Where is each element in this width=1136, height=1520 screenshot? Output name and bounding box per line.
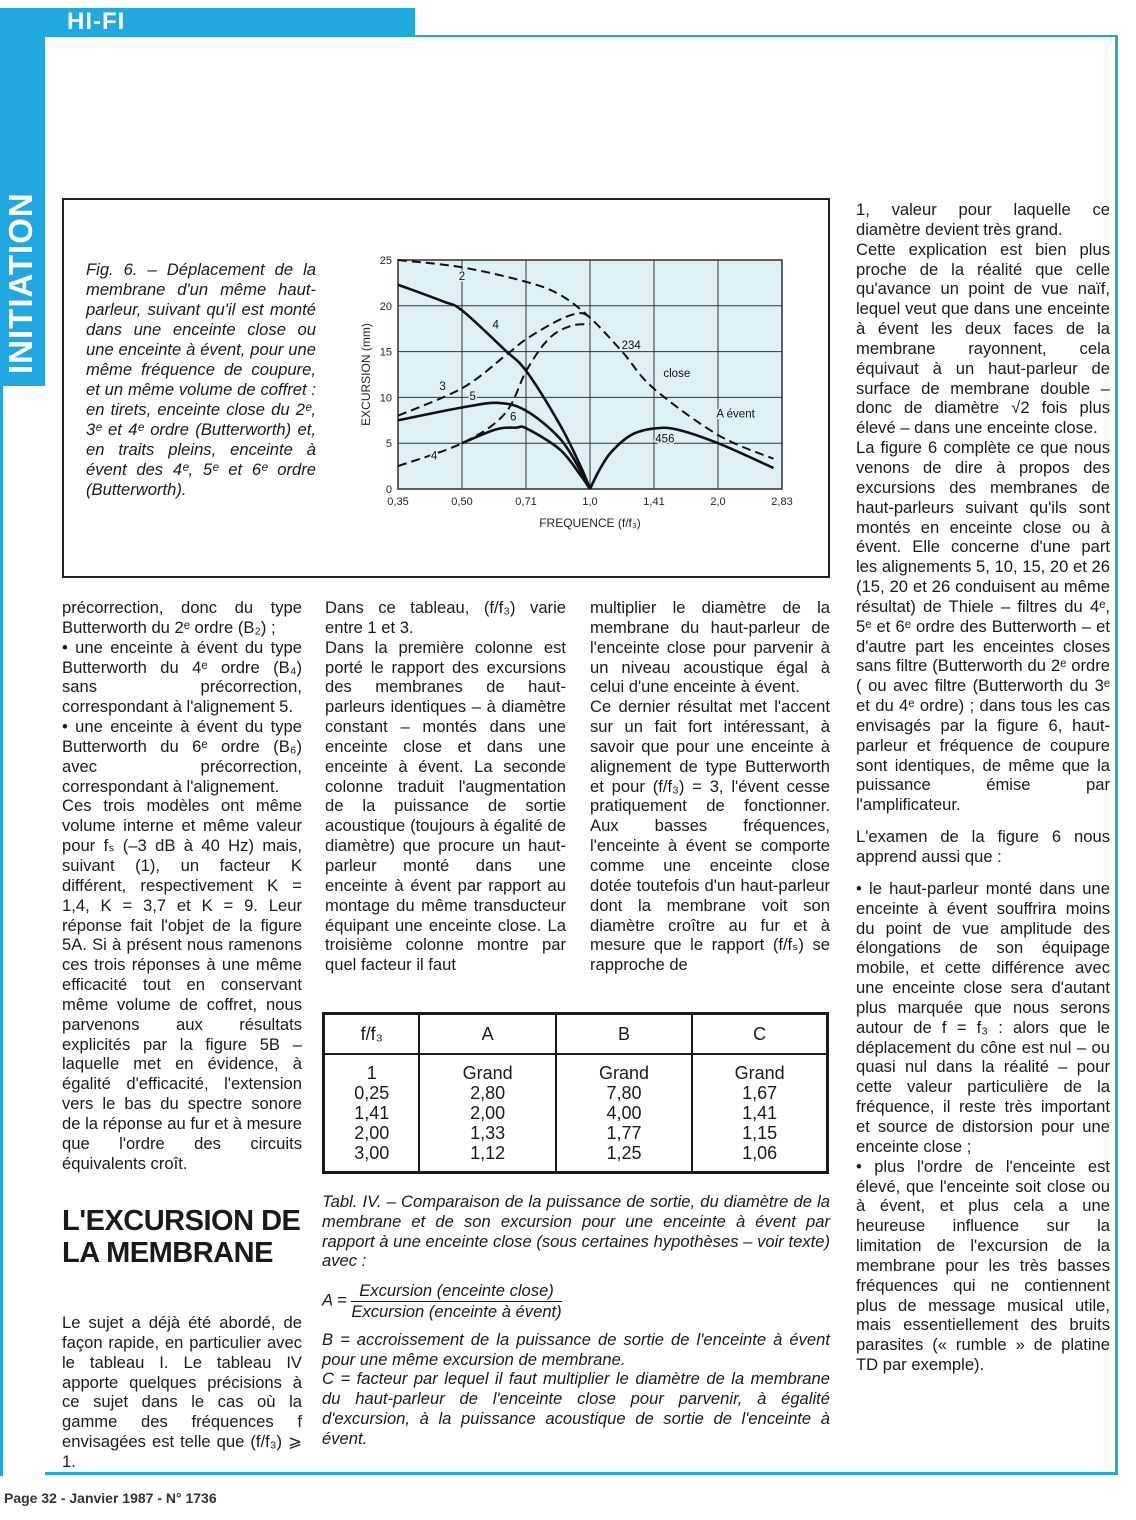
column-b [556,1054,692,1171]
paragraph: Ce dernier résultat met l'accent sur un fait fort intéressant, à savoir que pour une enceinte à alignement de type Butterworth et pour (f/f₃) = 3, l'évent cesse pratiquement de fonctionner. Aux basses fréquences, l'enceinte à évent se comporte comme une enceinte close dotée toutefois d'un haut-parleur dont la membrane voit son diamètre croître au fur et à mesure que le rapport (f/fₛ) se rapproche de [590,697,830,975]
column-a [419,1054,555,1171]
table-cell: 1,33 [470,1123,506,1143]
x-tick-label: 0,35 [387,496,409,508]
paragraph: • une enceinte à évent du type Butterworth du 4ᵉ ordre (B₄) sans précorrection, correspondant à l'alignement 5. [62,637,302,717]
table-cell: 0,25 [354,1083,390,1103]
table-caption [322,1192,830,1449]
paragraph: 1, valeur pour laquelle ce diamètre devient très grand. [856,200,1110,239]
paragraph: multiplier le diamètre de la membrane du haut-parleur de l'enceinte close pour parvenir à un niveau acoustique égal à celui d'une enceinte à évent. [590,598,830,697]
x-tick-label: 0,71 [515,496,537,508]
x-tick-label: 1,0 [582,496,598,508]
paragraph: • plus l'ordre de l'enceinte est élevé, que l'enceinte soit close ou à évent, et plus cela a une heureuse influence sur la limitation de l'excursion de la membrane pour les très basses fréquences qui ne contiennent plus de message musical utile, mais essentiellement des bruits parasites (« rumble » de platine TD par exemple). [856,1156,1110,1375]
fraction [351,1281,561,1322]
denominator: Excursion (enceinte à évent) [351,1301,562,1321]
y-tick-label: 5 [385,438,392,451]
paragraph: précorrection, donc du type Butterworth du 2ᵉ ordre (B₂) ; [62,598,302,637]
curve-label: 456 [655,433,675,446]
curve-label: 234 [621,339,641,352]
section-title: HI-FI [67,8,126,35]
figure-6 [62,198,830,578]
table-body [325,1054,826,1171]
caption-title: Tabl. IV. – Comparaison de la puissance de sortie, du diamètre de la membrane et de son excursion pour une enceinte à évent par rapport à une enceinte close (sous certaines hypothèses – voir texte) avec : [322,1192,830,1271]
y-tick-label: 15 [379,346,392,359]
table-cell: 1 [366,1063,377,1083]
text-column-1 [62,598,302,1173]
column-c [692,1054,826,1171]
left-rule [0,386,3,1476]
curve-label: 6 [510,411,517,424]
curve-label: 5 [469,391,476,404]
curve-label: 3 [439,381,446,394]
table-cell: 4,00 [606,1103,642,1123]
header-cell: A [419,1015,555,1054]
y-tick-label: 0 [385,484,392,496]
table-cell: Grand [462,1063,513,1083]
table-cell: 2,80 [470,1083,506,1103]
paragraph: L'examen de la figure 6 nous apprend aussi que : [856,827,1110,866]
numerator: Excursion (enceinte close) [351,1281,561,1302]
paragraph: Cette explication est bien plus proche de la réalité que celle qu'avance un point de vue naïf, lequel veut que dans une enceinte à évent les deux faces de la membrane rayonnent, cela équivaut à un haut-parleur de surface de membrane double – donc de diamètre √2 fois plus élevé – dans une enceinte close. [856,239,1110,438]
paragraph: • une enceinte à évent du type Butterworth du 6ᵉ ordre (B₆) avec précorrection, correspondant à l'alignement. [62,717,302,796]
table-cell: Grand [599,1063,650,1083]
x-tick-label: 2,0 [710,496,726,508]
side-label: INITIATION [2,192,39,374]
definition-c: C = facteur par lequel il faut multiplier le diamètre de la membrane du haut-parleur de l'enceinte close pour parvenir, à égalité d'excursion, à la puissance acoustique de sortie de l'enceinte à évent. [322,1369,830,1448]
curve-label: 4 [492,319,499,332]
curve-label: close [663,368,691,381]
paragraph: Dans ce tableau, (f/f₃) varie entre 1 et 3. [325,598,566,637]
figure-caption: Fig. 6. – Déplacement de la membrane d'un même haut-parleur, suivant qu'il est monté dans une enceinte close ou une enceinte à évent, pour une même fréquence de coupure, et un même volume de coffret : en tirets, enceinte close du 2ᵉ, 3ᵉ et 4ᵉ ordre (Butterworth) et, en traits pleins, enceinte à évent des 4ᵉ, 5ᵉ et 6ᵉ ordre (Butterworth). [86,260,316,499]
table-header-row [325,1015,826,1054]
table-cell: 2,00 [354,1123,390,1143]
table-cell: 1,15 [742,1123,778,1143]
column-f-f3 [325,1054,419,1171]
y-tick-label: 10 [379,392,392,405]
paragraph: Ces trois modèles ont même volume interne et même valeur pour fₛ (–3 dB à 40 Hz) mais, suivant (1), un facteur K différent, respectivement K = 1,4, K = 3,7 et K = 9. Leur réponse fait l'objet de la figure 5A. Si à présent nous ramenons ces trois réponses à une même efficacité tout en conservant même volume de coffret, nous parvenons aux résultats explicités par la figure 5B – laquelle met en évidence, à égalité d'efficacité, l'extension vers le bas du spectre sonore de la réponse au fur et à mesure que l'ordre des circuits équivalents croît. [62,796,302,1173]
table-cell: 7,80 [606,1083,642,1103]
table-cell: 1,41 [354,1103,390,1123]
text-column-4 [856,200,1110,1375]
section-intro: Le sujet a déjà été abordé, de façon rapide, en particulier avec le tableau I. Le tableau IV apporte quelques précisions à ce sujet dans le cas où la gamme des fréquences f envisagées est telle que (f/f₃) ⩾ 1. [62,1313,302,1471]
section-heading: L'EXCURSION DE LA MEMBRANE [62,1205,301,1269]
y-tick-label: 20 [379,300,392,313]
table-cell: 1,25 [606,1143,642,1163]
table-cell: 2,00 [470,1103,506,1123]
table-cell: 1,12 [470,1143,506,1163]
table-cell: 1,67 [742,1083,778,1103]
table-cell: 3,00 [354,1143,390,1163]
x-tick-label: 0,50 [451,496,473,508]
curve-label: 4 [430,450,438,463]
x-tick-label: 1,41 [643,496,665,508]
table-cell: Grand [734,1063,785,1083]
paragraph: Dans la première colonne est porté le rapport des excursions des membranes de haut-parleurs identiques – à diamètre constant – montés dans une enceinte close et dans une enceinte à évent. La seconde colonne traduit l'augmentation de la puissance de sortie acoustique (toujours à égalité de diamètre) que procure un haut-parleur monté dans une enceinte à évent par rapport au montage du même transducteur équipant une enceinte close. La troisième colonne montre par quel facteur il faut [325,637,566,975]
formula-a [322,1281,830,1322]
side-band [0,8,45,386]
paragraph: La figure 6 complète ce que nous venons de dire à propos des excursions des membranes de haut-parleurs suivant qu'ils sont montés en enceinte close ou à évent. Elle concerne d'une part les alignements 5, 10, 15, 20 et 26 (15, 20 et 26 conduisent au même résultat) de Thiele – filtres du 4ᵉ, 5ᵉ et 6ᵉ ordre des Butterworth – et d'autre part les enceintes closes sans filtre (Butterworth du 2ᵉ ordre ( ou avec filtre (Butterworth du 3ᵉ et du 4ᵉ ordre) ; dans tous les cas envisagés par la figure 6, haut-parleur et fréquence de coupure sont identiques, de même que la puissance émise par l'amplificateur. [856,438,1110,815]
header-cell: f/f₃ [325,1015,419,1054]
table-cell: 1,06 [742,1143,778,1163]
section-band [45,8,415,36]
curve-label: 2 [458,271,466,284]
text-column-3 [590,598,830,975]
page-footer: Page 32 - Janvier 1987 - N° 1736 [4,1490,217,1506]
table-iv [322,1012,829,1174]
table-cell: 1,77 [606,1123,642,1143]
x-axis-label: FREQUENCE (f/f₃) [539,516,641,530]
header-cell: B [556,1015,692,1054]
y-tick-label: 25 [379,255,392,267]
paragraph: • le haut-parleur monté dans une enceinte à évent souffrira moins du point de vue amplitude des élongations de son équipage mobile, et cette différence avec une enceinte close sera d'autant plus marquée que nous serons autour de f = f₃ : alors que le déplacement du cône est nul – ou quasi nul dans la réalité – pour cette valeur particulière de la fréquence, il reste très important et source de distorsion pour une enceinte close ; [856,878,1110,1156]
x-tick-label: 2,83 [771,496,793,508]
curve-label: A évent [716,408,755,421]
excursion-chart [354,245,834,545]
formula-a-label: A = [322,1290,347,1310]
y-axis-label: EXCURSION (mm) [359,323,373,426]
table-cell: 1,41 [742,1103,778,1123]
definition-b: B = accroissement de la puissance de sortie de l'enceinte à évent pour une même excursion de membrane. [322,1329,830,1369]
header-cell: C [692,1015,826,1054]
text-column-2 [325,598,566,975]
